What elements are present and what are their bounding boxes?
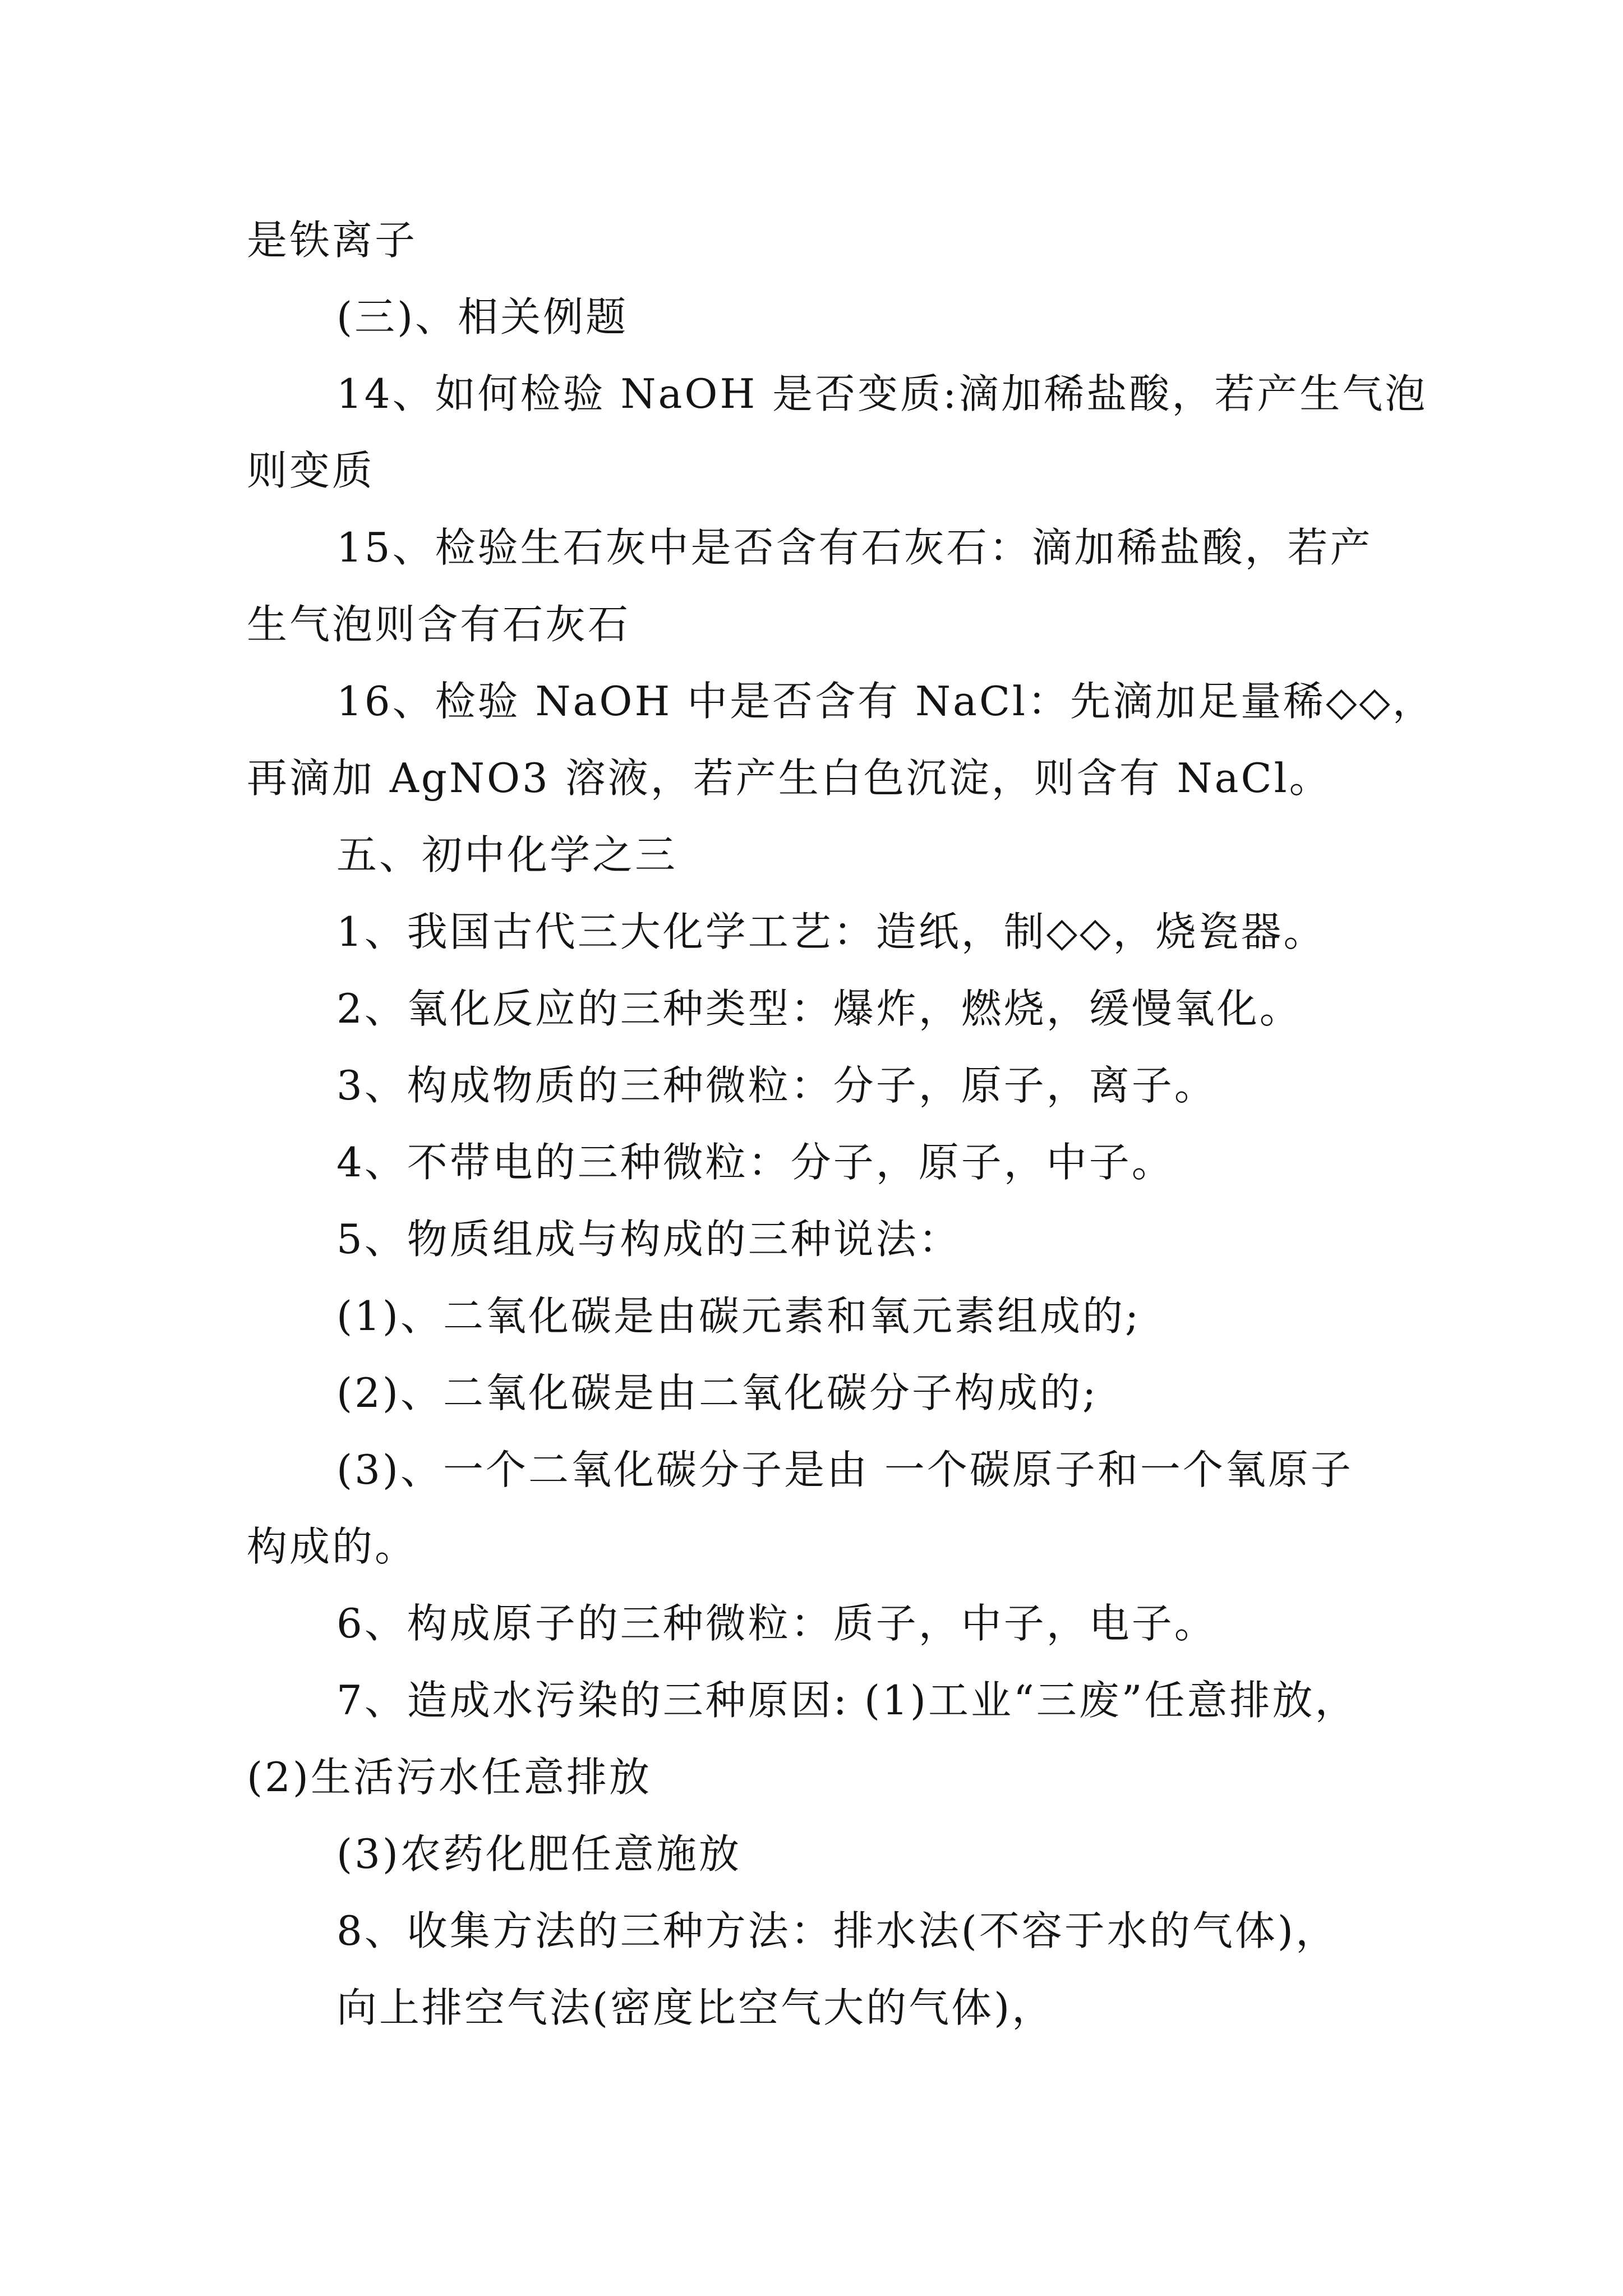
text-line: 2、氧化反应的三种类型：爆炸，燃烧，缓慢氧化。 (336, 985, 1302, 1032)
text-line: 15、检验生石灰中是否含有石灰石：滴加稀盐酸，若产 (336, 524, 1373, 571)
text-line: 3、构成物质的三种微粒：分子，原子，离子。 (336, 1062, 1217, 1109)
text-line: 则变质 (247, 447, 375, 494)
text-line: 生气泡则含有石灰石 (247, 601, 631, 648)
text-line: 7、造成水污染的三种原因: (1)工业“三废”任意排放， (336, 1677, 1358, 1724)
section-heading: (三)、相关例题 (336, 293, 629, 341)
text-line: 是铁离子 (247, 217, 418, 264)
text-line: 5、物质组成与构成的三种说法： (336, 1216, 961, 1263)
text-line: (3)、一个二氧化碳分子是由 一个碳原子和一个氧原子 (336, 1446, 1353, 1493)
text-line: 构成的。 (247, 1523, 418, 1570)
document-body (247, 202, 1435, 2046)
text-line: (2)、二氧化碳是由二氧化碳分子构成的; (336, 1369, 1099, 1416)
text-line: (3)农药化肥任意施放 (336, 1830, 741, 1878)
text-line: 14、如何检验 NaOH 是否变质:滴加稀盐酸，若产生气泡 (336, 370, 1428, 417)
text-line: 向上排空气法(密度比空气大的气体)， (336, 1984, 1055, 2031)
text-line: 再滴加 AgNO3 溶液，若产生白色沉淀，则含有 NaCl。 (247, 754, 1332, 802)
text-line: (1)、二氧化碳是由碳元素和氧元素组成的; (336, 1292, 1141, 1340)
text-line: 6、构成原子的三种微粒：质子，中子，电子。 (336, 1600, 1217, 1647)
text-line: 1、我国古代三大化学工艺：造纸，制◇◇，烧瓷器。 (336, 908, 1326, 955)
text-line: (2)生活污水任意排放 (247, 1754, 652, 1801)
text-line: 4、不带电的三种微粒：分子，原子，中子。 (336, 1139, 1174, 1186)
section-heading: 五、初中化学之三 (336, 831, 678, 878)
text-line: 8、收集方法的三种方法：排水法(不容于水的气体)， (336, 1907, 1338, 1954)
text-line: 16、检验 NaOH 中是否含有 NaCl：先滴加足量稀◇◇， (336, 678, 1435, 725)
